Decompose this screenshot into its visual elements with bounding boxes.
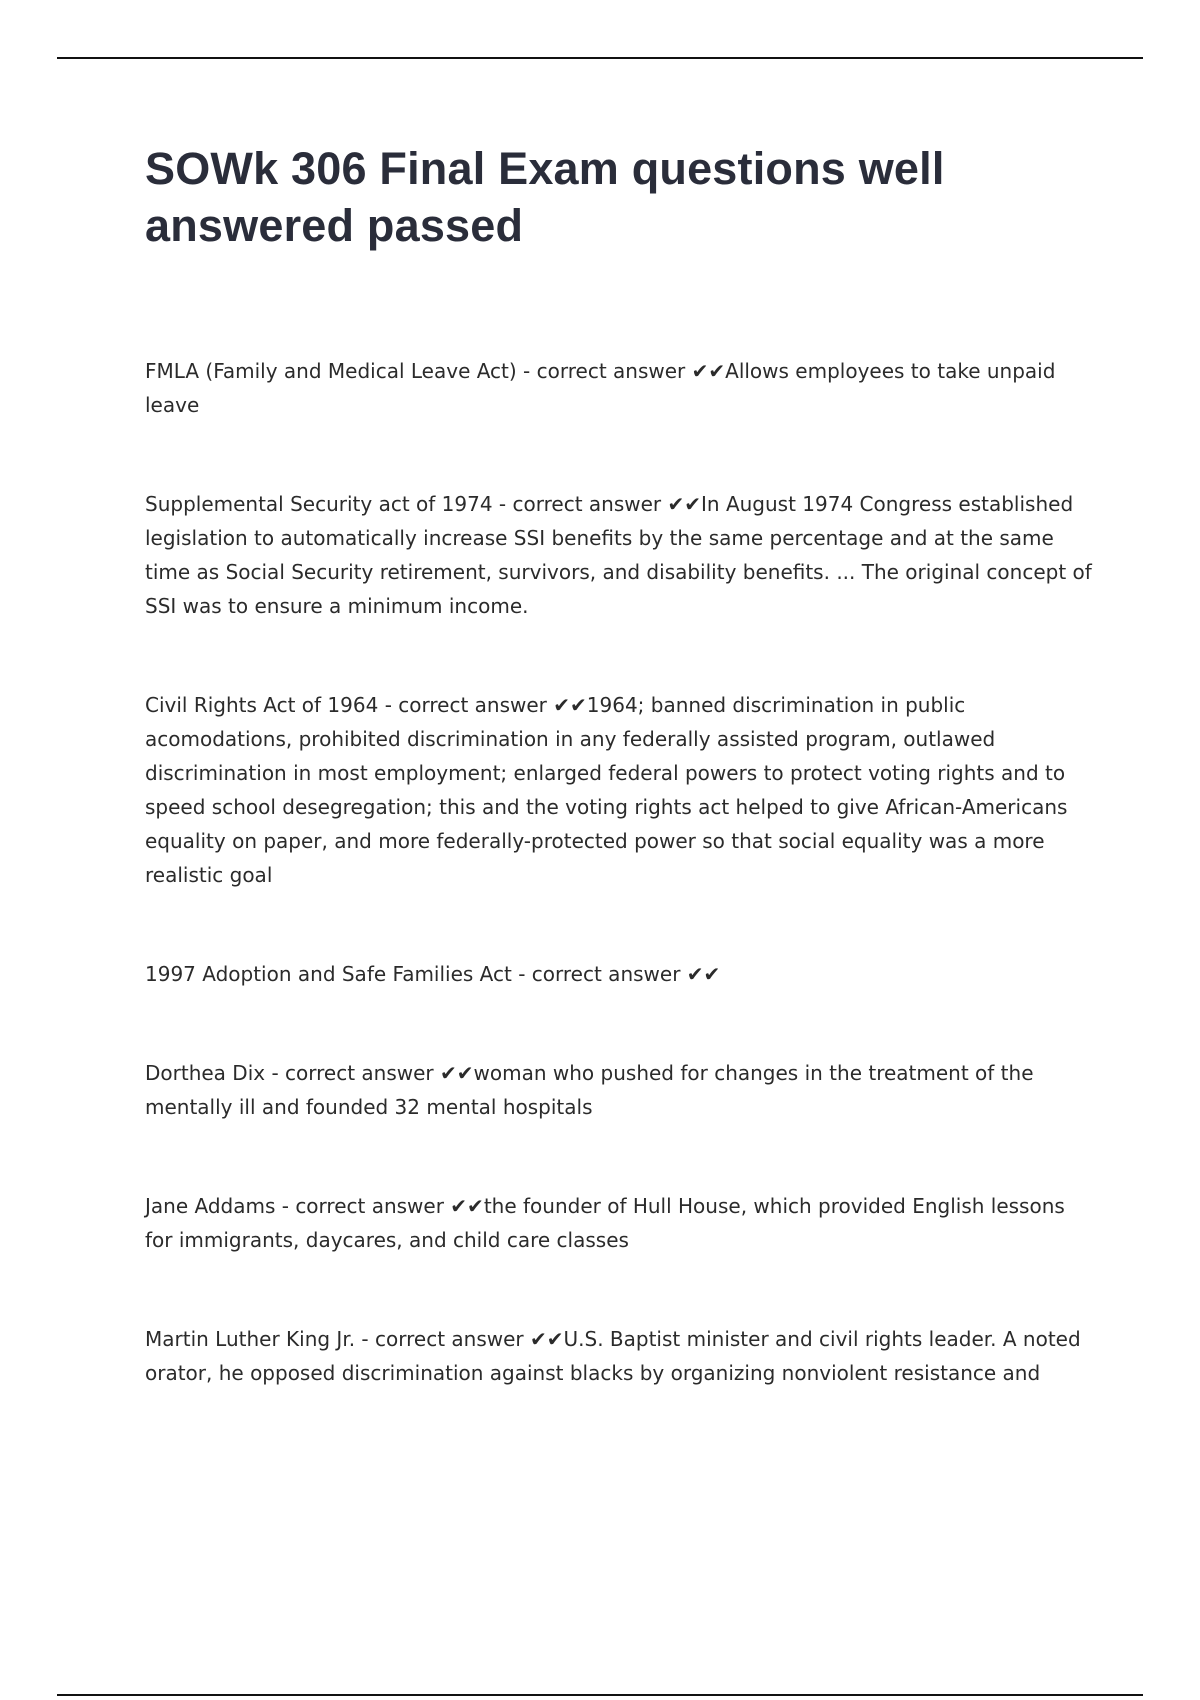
double-check-icon: ✔✔ [530, 1327, 564, 1351]
entry-separator: - [516, 359, 537, 383]
qa-entry-civil-rights [145, 688, 1095, 892]
double-check-icon: ✔✔ [450, 1194, 484, 1218]
entry-answer: woman who pushed for changes in the treatment of the mentally ill and founded 32 mental hospitals [145, 1061, 1034, 1119]
entry-answer: In August 1974 Congress established legislation to automatically increase SSI benefits by the same percentage and at the same time as Social Security retirement, survivors, and disability benefits. ... The original concept of SSI was to ensure a minimum income. [145, 492, 1092, 618]
entry-term: Martin Luther King Jr. [145, 1327, 356, 1351]
entry-answer: U.S. Baptist minister and civil rights leader. A noted orator, he opposed discrimination against blacks by organizing nonviolent resistance and [145, 1327, 1081, 1385]
entry-term: Jane Addams [145, 1194, 276, 1218]
entry-answer: the founder of Hull House, which provided English lessons for immigrants, daycares, and child care classes [145, 1194, 1065, 1252]
document-title: SOWk 306 Final Exam questions well answered passed [145, 143, 945, 251]
qa-entry-ssi [145, 487, 1095, 623]
entry-separator: - [265, 1061, 286, 1085]
entry-label: correct answer [295, 1194, 444, 1218]
qa-entry-mlk [145, 1322, 1095, 1390]
entry-label: correct answer [375, 1327, 524, 1351]
entry-separator: - [378, 693, 399, 717]
entry-label: correct answer [398, 693, 547, 717]
entry-term: 1997 Adoption and Safe Families Act [145, 962, 512, 986]
document-page [145, 140, 1095, 1455]
double-check-icon: ✔✔ [667, 492, 702, 516]
double-check-icon: ✔✔ [691, 359, 726, 383]
top-rule [57, 57, 1143, 59]
double-check-icon: ✔✔ [553, 693, 587, 717]
entry-label: correct answer [285, 1061, 434, 1085]
entry-label: correct answer [512, 492, 662, 516]
double-check-icon: ✔✔ [686, 962, 721, 986]
qa-entry-adoption [145, 957, 1095, 991]
double-check-icon: ✔✔ [440, 1061, 474, 1085]
entry-term: Supplemental Security act of 1974 [145, 492, 493, 516]
entry-separator: - [492, 492, 513, 516]
bottom-rule [57, 1694, 1143, 1696]
qa-entry-fmla [145, 354, 1095, 422]
entry-label: correct answer [531, 962, 681, 986]
entry-separator: - [355, 1327, 376, 1351]
entry-answer: 1964; banned discrimination in public acomodations, prohibited discrimination in any federally assisted program, outlawed discrimination in most employment; enlarged federal powers to protect voting rights and to speed school desegregation; this and the voting rights act helped to give African-Americans equality on paper, and more federally-protected power so that social equality was a more realistic goal [145, 693, 1068, 887]
entry-term: Dorthea Dix [145, 1061, 266, 1085]
entry-term: FMLA (Family and Medical Leave Act) [145, 359, 517, 383]
qa-list [145, 354, 1095, 1390]
entry-answer: Allows employees to take unpaid leave [145, 359, 1056, 417]
entry-separator: - [275, 1194, 296, 1218]
qa-entry-dix [145, 1056, 1095, 1124]
entry-label: correct answer [536, 359, 686, 383]
entry-term: Civil Rights Act of 1964 [145, 693, 379, 717]
qa-entry-addams [145, 1189, 1095, 1257]
entry-separator: - [511, 962, 532, 986]
